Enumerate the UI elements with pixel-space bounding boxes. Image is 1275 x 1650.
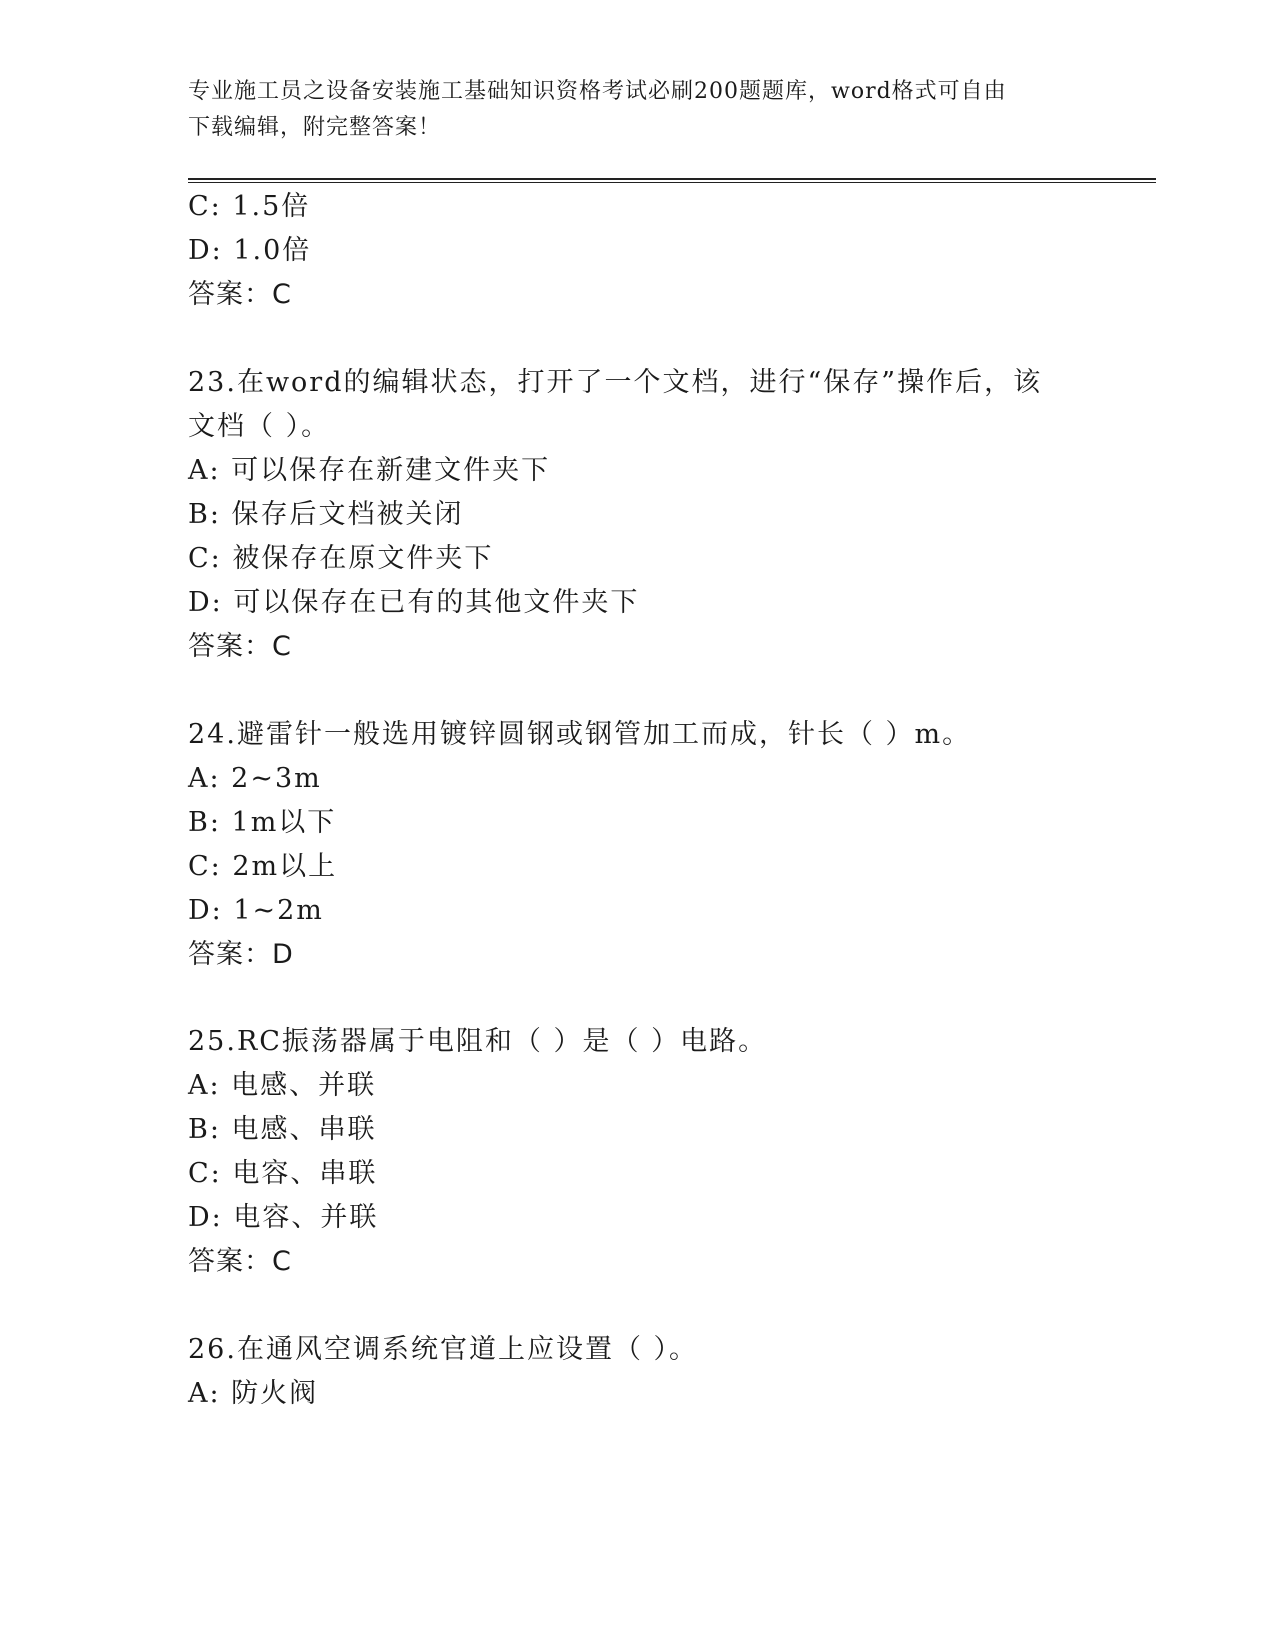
q23-option-b: B: 保存后文档被关闭 — [188, 499, 464, 530]
q25-answer: 答案：C — [188, 1246, 292, 1277]
q23-stem-line-2: 文档（ ）。 — [188, 411, 331, 442]
q25-option-c: C: 电容、串联 — [188, 1158, 378, 1189]
q24-option-d: D: 1~2m — [188, 895, 324, 926]
prev-option-d: D: 1.0倍 — [188, 235, 312, 266]
q23-option-c: C: 被保存在原文件夹下 — [188, 543, 494, 574]
q23-option-d: D: 可以保存在已有的其他文件夹下 — [188, 587, 640, 618]
q25-stem: 25.RC振荡器属于电阻和（ ）是（ ）电路。 — [188, 1026, 768, 1057]
header-divider-thin — [188, 182, 1156, 183]
q24-option-a: A: 2~3m — [188, 763, 322, 794]
q25-option-d: D: 电容、并联 — [188, 1202, 379, 1233]
q23-option-a: A: 可以保存在新建文件夹下 — [188, 455, 551, 486]
header-line-2: 下载编辑，附完整答案！ — [188, 115, 442, 140]
q24-option-c: C: 2m以上 — [188, 851, 338, 882]
header-divider — [188, 178, 1156, 180]
prev-answer: 答案：C — [188, 279, 292, 310]
q26-stem: 26.在通风空调系统官道上应设置（ ）。 — [188, 1334, 699, 1365]
q23-answer: 答案：C — [188, 631, 292, 662]
q24-stem: 24.避雷针一般选用镀锌圆钢或钢管加工而成，针长（ ）m。 — [188, 719, 972, 750]
q23-stem-line-1: 23.在word的编辑状态，打开了一个文档，进行“保存”操作后，该 — [188, 367, 1043, 398]
prev-option-c: C: 1.5倍 — [188, 191, 311, 222]
q25-option-b: B: 电感、串联 — [188, 1114, 377, 1145]
q24-answer: 答案：D — [188, 939, 294, 970]
q26-option-a: A: 防火阀 — [188, 1378, 319, 1409]
q24-option-b: B: 1m以下 — [188, 807, 337, 838]
document-header — [188, 74, 1088, 146]
q25-option-a: A: 电感、并联 — [188, 1070, 377, 1101]
header-line-1: 专业施工员之设备安装施工基础知识资格考试必刷200题题库，word格式可自由 — [188, 79, 1007, 104]
